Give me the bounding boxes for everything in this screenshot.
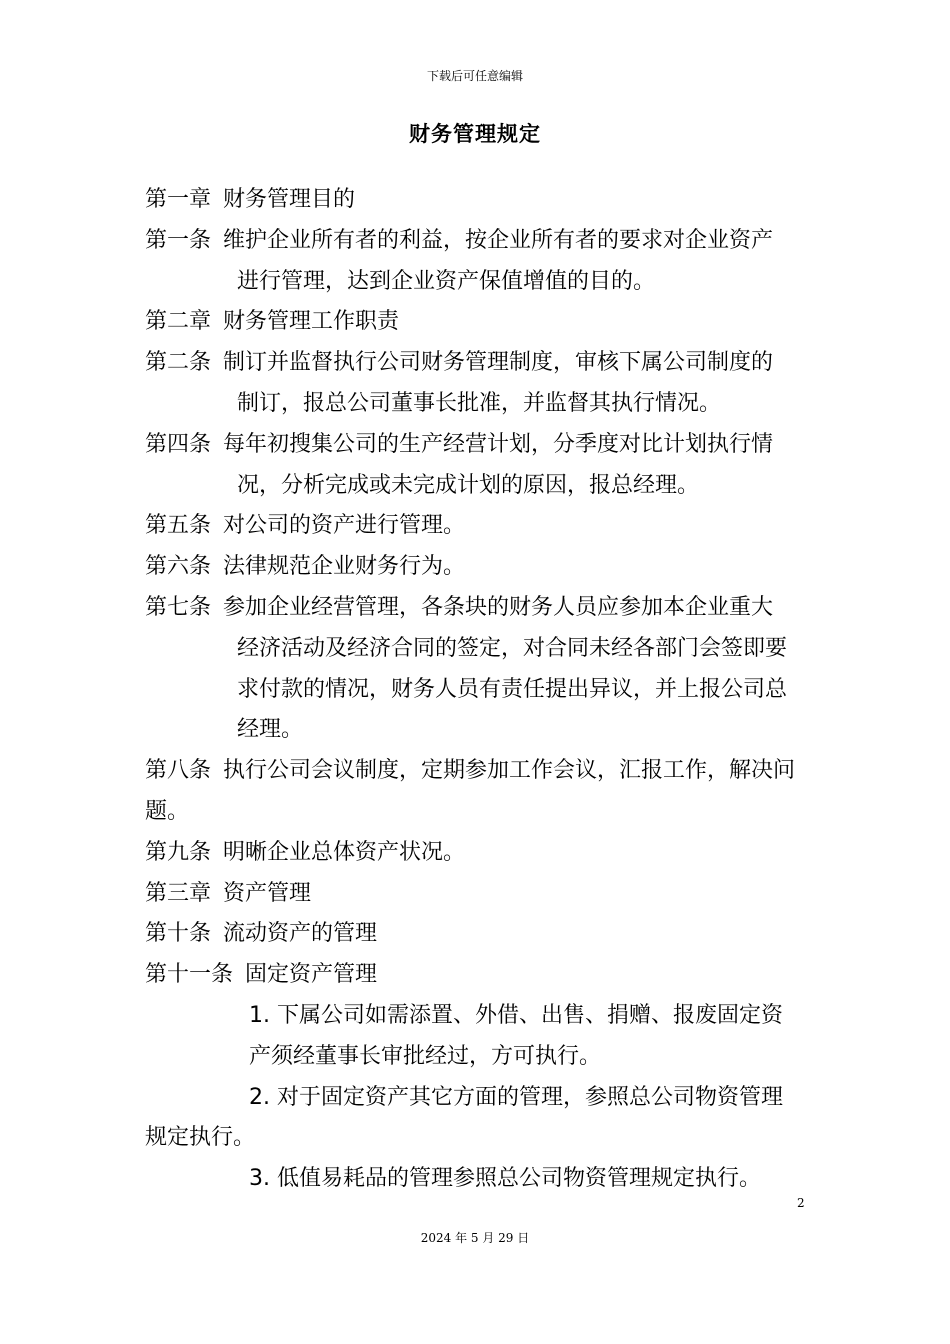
- item-1-continuation: [145, 1037, 815, 1078]
- article-7-continuation: [145, 670, 815, 711]
- line-label: 第二章: [145, 309, 212, 335]
- line-text: 经理。: [237, 717, 304, 743]
- line-text: 求付款的情况，财务人员有责任提出异议，并上报公司总: [237, 676, 788, 702]
- chapter-2-line: [145, 302, 815, 343]
- article-8-continuation: [145, 792, 815, 833]
- article-7-continuation: [145, 710, 815, 751]
- article-1-line: [145, 221, 815, 262]
- line-text: 法律规范企业财务行为。: [223, 554, 466, 580]
- line-label: 第一章: [145, 187, 212, 212]
- line-label: 第一条: [145, 227, 212, 253]
- line-text: 对公司的资产进行管理。: [223, 513, 466, 539]
- line-text: 每年初搜集公司的生产经营计划，分季度对比计划执行情: [223, 431, 774, 457]
- article-5-line: [145, 506, 815, 547]
- line-text: 财务管理工作职责: [223, 309, 400, 335]
- item-2-line: [145, 1078, 815, 1119]
- line-text: 流动资产的管理: [223, 921, 378, 947]
- line-text: 固定资产管理: [245, 962, 378, 988]
- article-11-line: [145, 955, 815, 996]
- article-6-line: [145, 547, 815, 588]
- header-note: 下载后可任意编辑: [426, 69, 523, 83]
- document-body: [145, 180, 815, 1200]
- line-text: 执行公司会议制度，定期参加工作会议，汇报工作，解决问: [223, 758, 796, 784]
- line-text: 维护企业所有者的利益，按企业所有者的要求对企业资产: [223, 227, 774, 253]
- article-7-line: [145, 588, 815, 629]
- line-label: 第六条: [145, 554, 212, 580]
- page-number: 2: [797, 1196, 805, 1210]
- article-8-line: [145, 751, 815, 792]
- line-text: 1. 下属公司如需添置、外借、出售、捐赠、报废固定资: [249, 1002, 783, 1028]
- line-text: 制订并监督执行公司财务管理制度，审核下属公司制度的: [223, 350, 774, 376]
- line-text: 经济活动及经济合同的签定，对合同未经各部门会签即要: [237, 635, 788, 661]
- line-text: 况，分析完成或未完成计划的原因，报总经理。: [237, 472, 700, 498]
- line-text: 参加企业经营管理，各条块的财务人员应参加本企业重大: [223, 594, 774, 620]
- article-2-continuation: [145, 384, 815, 425]
- chapter-3-line: [145, 874, 815, 915]
- line-label: 第七条: [145, 594, 212, 620]
- line-label: 第四条: [145, 431, 212, 457]
- line-text: 资产管理: [223, 880, 312, 906]
- line-text: 明晰企业总体资产状况。: [223, 839, 466, 865]
- article-2-line: [145, 343, 815, 384]
- line-text: 2. 对于固定资产其它方面的管理，参照总公司物资管理: [249, 1084, 783, 1110]
- line-label: 第二条: [145, 350, 212, 376]
- line-label: 第八条: [145, 758, 212, 784]
- item-2-continuation: [145, 1118, 815, 1159]
- item-3-line: [145, 1159, 815, 1200]
- line-text: 题。: [145, 798, 190, 824]
- line-label: 第十一条: [145, 962, 234, 988]
- line-label: 第五条: [145, 513, 212, 539]
- line-text: 财务管理目的: [223, 187, 356, 212]
- item-1-line: [145, 996, 815, 1037]
- line-label: 第十条: [145, 921, 212, 947]
- footer-date: 2024 年 5 月 29 日: [420, 1231, 530, 1245]
- article-4-line: [145, 425, 815, 466]
- line-text: 3. 低值易耗品的管理参照总公司物资管理规定执行。: [249, 1166, 761, 1192]
- line-text: 进行管理，达到企业资产保值增值的目的。: [237, 268, 656, 294]
- article-9-line: [145, 833, 815, 874]
- line-label: 第九条: [145, 839, 212, 865]
- line-label: 第三章: [145, 880, 212, 906]
- line-text: 规定执行。: [145, 1125, 256, 1151]
- line-text: 制订，报总公司董事长批准，并监督其执行情况。: [237, 390, 722, 416]
- chapter-1-line: [145, 180, 815, 221]
- article-4-continuation: [145, 466, 815, 507]
- article-7-continuation: [145, 629, 815, 670]
- article-1-continuation: [145, 262, 815, 303]
- article-10-line: [145, 914, 815, 955]
- line-text: 产须经董事长审批经过，方可执行。: [249, 1043, 602, 1069]
- document-title: 财务管理规定: [409, 122, 541, 146]
